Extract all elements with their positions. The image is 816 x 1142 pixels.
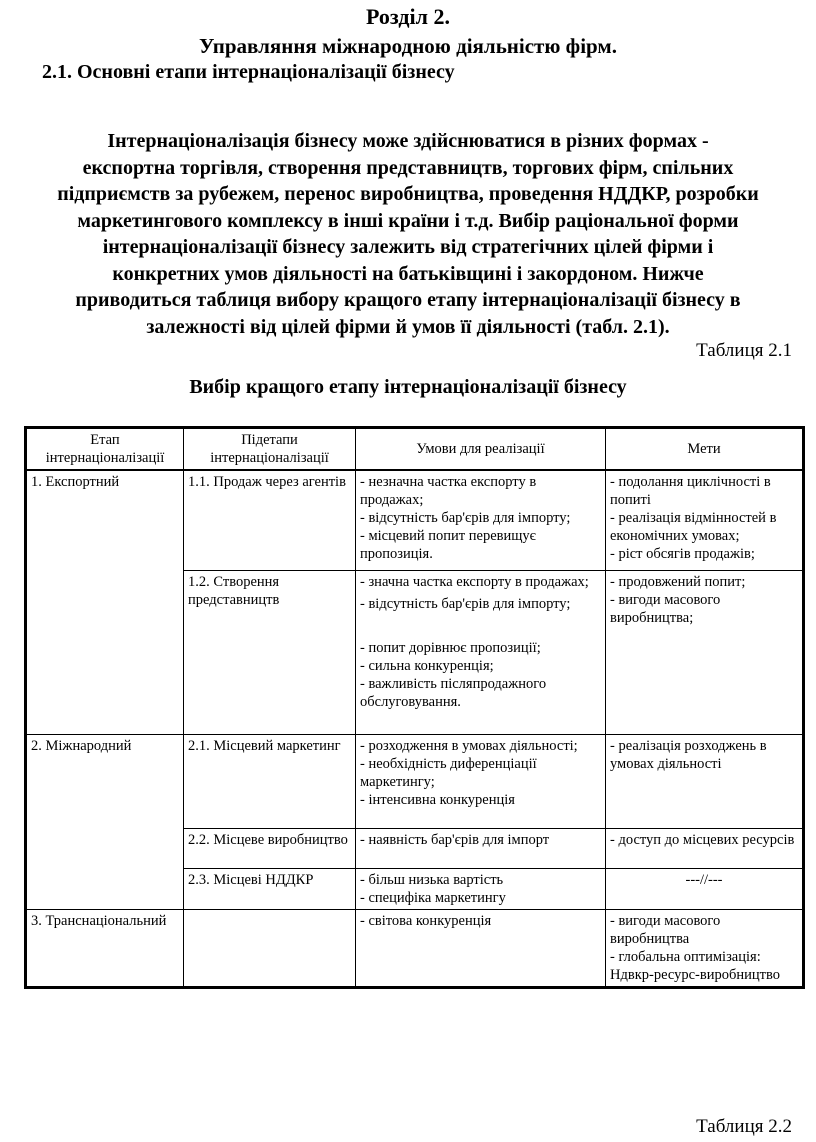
condition-item: - інтенсивна конкуренція	[360, 791, 515, 808]
goal-item: - доступ до місцевих ресурсів	[610, 831, 795, 848]
stage-cell	[26, 909, 184, 987]
condition-item: - попит дорівнює пропозиції;	[360, 639, 541, 656]
header-substage: Підетапи інтернаціоналізації	[184, 428, 356, 471]
conditions-cell	[356, 570, 606, 734]
goal-item: - продовжений попит;	[610, 573, 746, 590]
goal-item: Ндвкр-ресурс-виробництво	[610, 966, 780, 983]
spacer	[360, 613, 601, 639]
substage-label: 1.1. Продаж через агентів	[188, 474, 346, 490]
goal-item: - вигоди масового виробництва	[610, 912, 721, 947]
header-conditions: Умови для реалізації	[356, 428, 606, 471]
condition-item: - більш низька вартість	[360, 871, 504, 888]
goals-cell	[606, 470, 804, 570]
condition-item: - сильна конкуренція;	[360, 657, 494, 674]
header-stage: Етап інтернаціоналізації	[26, 428, 184, 471]
paragraph-line: маркетингового комплексу в інші країни і т.д. Вибір раціональної форми	[77, 209, 739, 232]
table-row	[26, 909, 804, 987]
table-row	[26, 734, 804, 828]
substage-cell	[184, 734, 356, 828]
condition-item: - відсутність бар'єрів для імпорту;	[360, 595, 571, 612]
goal-item: - реалізація відмінностей в економічних умовах;	[610, 510, 777, 544]
table-label: Таблиця 2.2	[696, 1116, 792, 1137]
stage-cell	[26, 734, 184, 909]
substage-label: 2.3. Місцеві НДДКР	[188, 871, 314, 888]
header-goals: Мети	[606, 428, 804, 471]
table-row	[26, 470, 804, 570]
substage-cell	[184, 909, 356, 987]
paragraph-line: експортна торгівля, створення представництв, торгових фірм, спільних	[82, 156, 734, 179]
substage-label: 2.2. Місцеве виробництво	[188, 831, 348, 848]
conditions-cell	[356, 828, 606, 868]
intro-paragraph	[2, 128, 814, 340]
condition-item: - специфіка маркетингу	[360, 889, 506, 906]
goal-item: - подолання циклічності в попиті	[610, 474, 771, 508]
condition-item: - необхідність диференціації маркетингу;	[360, 755, 537, 790]
conditions-cell	[356, 470, 606, 570]
goals-cell	[606, 868, 804, 909]
goal-item: - ріст обсягів продажів;	[610, 546, 755, 562]
conditions-cell	[356, 909, 606, 987]
condition-item: - наявність бар'єрів для імпорт	[360, 831, 550, 848]
paragraph-line: підприємств за рубежем, перенос виробництва, проведення НДДКР, розробки	[57, 183, 759, 205]
goal-item: - вигоди масового виробництва;	[610, 591, 721, 626]
substage-cell	[184, 470, 356, 570]
substage-cell	[184, 828, 356, 868]
substage-cell	[184, 570, 356, 734]
substage-cell	[184, 868, 356, 909]
conditions-cell	[356, 734, 606, 828]
chapter-heading: Розділ 2.	[366, 4, 450, 29]
goal-item: ---//---	[685, 871, 723, 888]
condition-item: - важливість післяпродажного обслуговування.	[360, 675, 547, 710]
condition-item: - відсутність бар'єрів для імпорту;	[360, 510, 571, 526]
goals-cell	[606, 828, 804, 868]
section-heading: 2.1. Основні етапи інтернаціоналізації бізнесу	[42, 61, 455, 83]
stage-label: 2. Міжнародний	[31, 737, 132, 754]
condition-item: - незначна частка експорту в продажах;	[360, 474, 537, 508]
condition-item: - місцевий попит перевищує пропозиція.	[360, 528, 536, 562]
table-header-row	[26, 428, 804, 471]
substage-label: 2.1. Місцевий маркетинг	[188, 737, 341, 754]
substage-label: 1.2. Створення представництв	[188, 573, 280, 608]
goals-cell	[606, 570, 804, 734]
stages-table	[24, 426, 805, 989]
goal-item: - глобальна оптимізація:	[610, 948, 761, 965]
condition-item: - світова конкуренція	[360, 912, 492, 929]
paragraph-line: приводиться таблиця вибору кращого етапу інтернаціоналізації бізнесу в	[75, 289, 741, 311]
chapter-subtitle: Управляння міжнародною діяльністю фірм.	[199, 34, 617, 58]
table-title: Вибір кращого етапу інтернаціоналізації бізнесу	[189, 376, 627, 398]
paragraph-line: залежності від цілей фірми й умов її діяльності (табл. 2.1).	[146, 315, 670, 338]
conditions-cell	[356, 868, 606, 909]
paragraph-line: інтернаціоналізації бізнесу залежить від стратегічних цілей фірми і	[102, 236, 714, 258]
condition-item: - розходження в умовах діяльності;	[360, 737, 578, 754]
paragraph-line: конкретних умов діяльності на батьківщині і закордоном. Нижче	[112, 262, 704, 285]
goals-cell	[606, 734, 804, 828]
goals-cell	[606, 909, 804, 987]
stage-label: 1. Експортний	[31, 474, 120, 490]
stage-cell	[26, 470, 184, 734]
table-label: Таблиця 2.1	[696, 340, 792, 361]
paragraph-line: Інтернаціоналізація бізнесу може здійснюватися в різних формах -	[107, 130, 709, 152]
goal-item: - реалізація розходжень в умовах діяльності	[610, 737, 767, 772]
condition-item: - значна частка експорту в продажах;	[360, 573, 589, 590]
stage-label: 3. Транснаціональний	[31, 912, 167, 929]
